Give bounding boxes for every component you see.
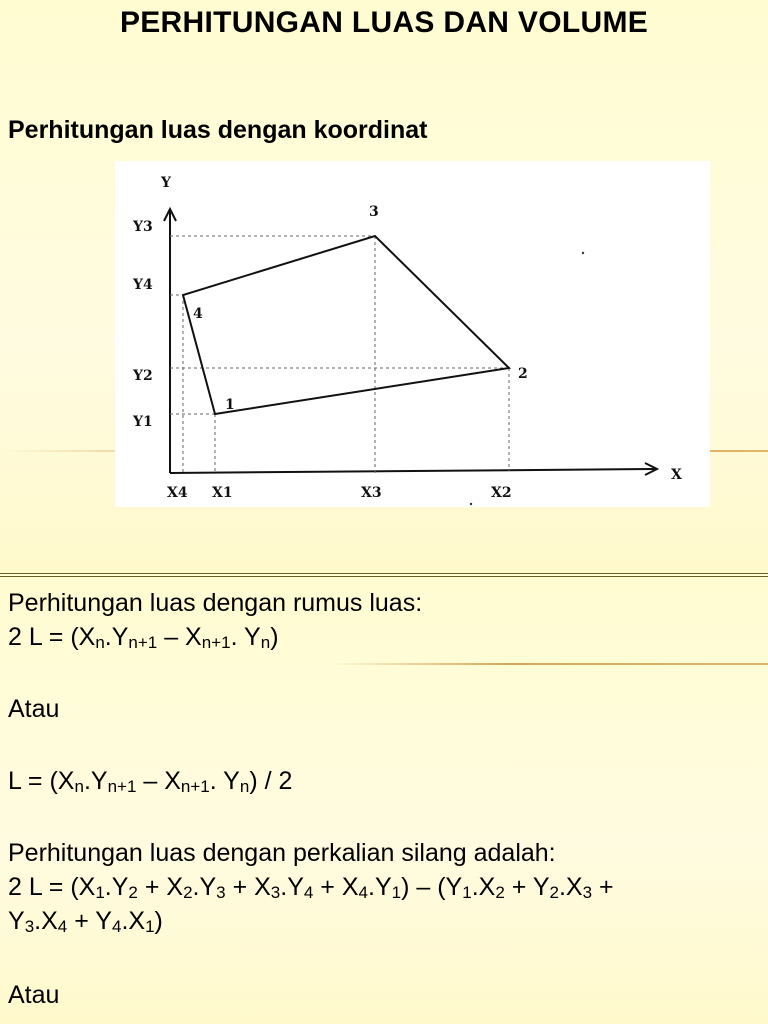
point-label-1: 1 (225, 397, 235, 413)
axis-label-y: Y (161, 175, 171, 191)
atau-label: Atau (8, 695, 60, 723)
label-y3: Y3 (133, 219, 153, 235)
polygon-figure (115, 161, 710, 507)
slide-2 (0, 576, 768, 1024)
point-label-4: 4 (193, 306, 203, 322)
coordinate-diagram (115, 161, 710, 507)
speck (582, 252, 584, 254)
label-x1: X1 (212, 485, 233, 501)
point-label-3: 3 (369, 204, 379, 220)
x-axis (170, 469, 655, 473)
formula-2L: 2 $L = (X_n.Y_{n+1} - X_{n+1}$. $Y_n$) (8, 623, 279, 652)
formula-L: $L = (X_n.Y_{n+1} - X_{n+1}$. $Y_n) / 2$ (8, 767, 293, 796)
cross-multiplication-heading: Perhitungan luas dengan perkalian silang adalah: (8, 839, 556, 867)
decorative-line (330, 663, 768, 665)
label-y2: Y2 (133, 368, 153, 384)
guide-lines (170, 236, 509, 473)
page-title: PERHITUNGAN LUAS DAN VOLUME (119, 6, 649, 39)
point-label-2: 2 (518, 366, 528, 382)
cross-formula-line2: $Y_3.X_4 + Y_4.X_1$) (8, 907, 163, 936)
polygon-shape (183, 236, 509, 414)
atau-label-2: Atau (8, 981, 60, 1009)
label-y1: Y1 (133, 414, 153, 430)
speck (470, 503, 472, 505)
label-x2: X2 (491, 485, 512, 501)
label-x4: X4 (167, 485, 188, 501)
formula-heading: Perhitungan luas dengan rumus luas: (8, 589, 423, 617)
label-x3: X3 (361, 485, 382, 501)
axis-label-x: X (671, 467, 682, 483)
label-y4: Y4 (133, 277, 153, 293)
cross-formula-line1: 2 $L = (X_1.Y_2 + X_2.Y_3 + X_3.Y_4 + X_4.Y_1) - (Y_1.X_2 + Y_2.X_3$ + (8, 873, 614, 902)
section-heading: Perhitungan luas dengan koordinat (8, 116, 428, 144)
